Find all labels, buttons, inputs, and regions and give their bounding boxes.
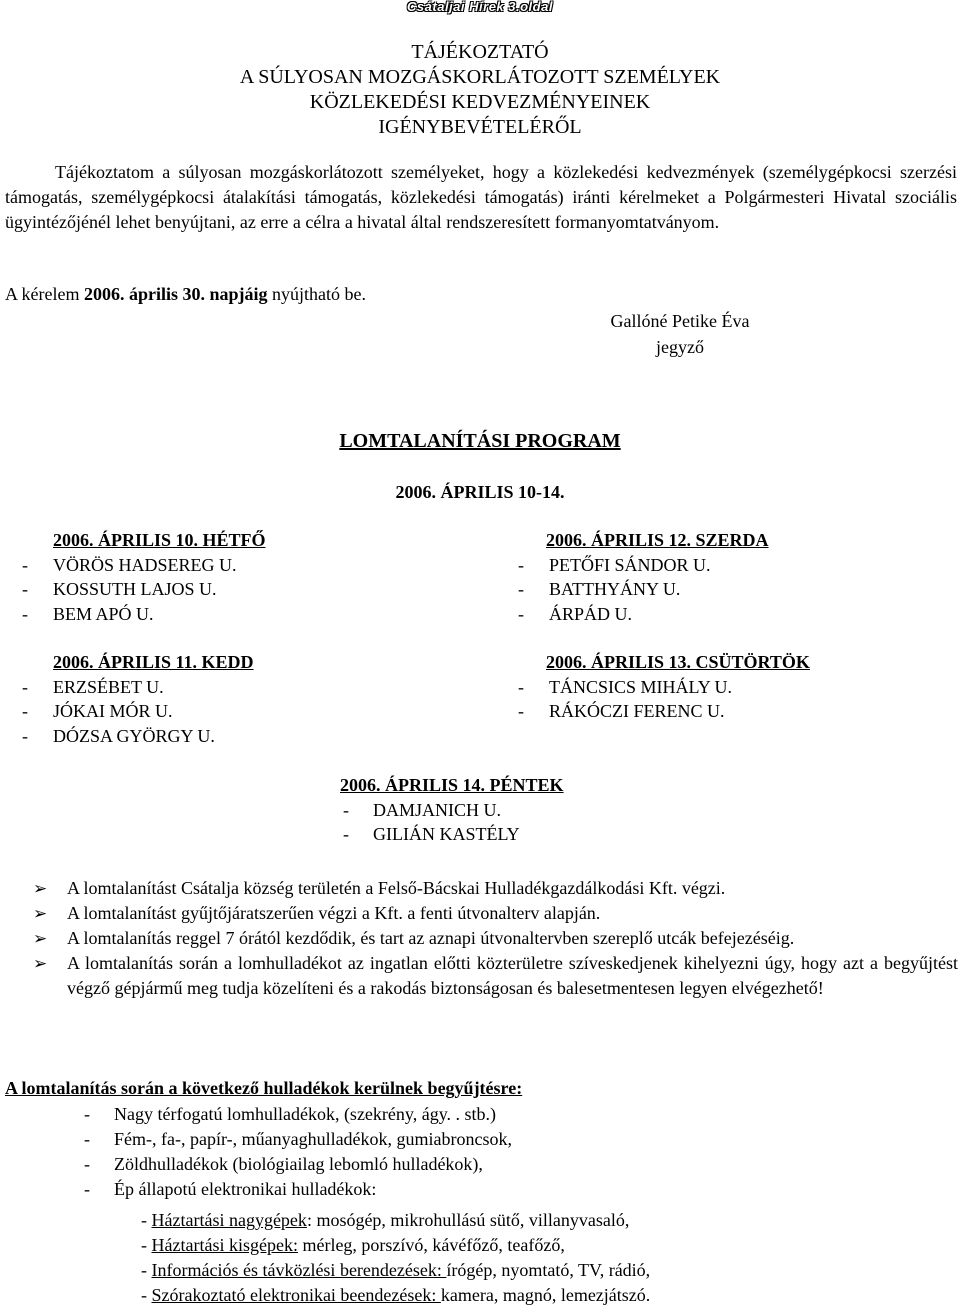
electronics-sublist xyxy=(141,1208,650,1308)
collection-item: - Ép állapotú elektronikai hulladékok: xyxy=(84,1179,377,1199)
signature-role: jegyző xyxy=(656,337,704,357)
street-item: - PETŐFI SÁNDOR U. xyxy=(518,554,711,575)
day-heading: 2006. ÁPRILIS 13. CSÜTÖRTÖK xyxy=(546,652,810,672)
electronics-item: - Háztartási kisgépek: mérleg, porszívó, kávéfőző, teafőző, xyxy=(141,1235,565,1255)
program-title: LOMTALANÍTÁSI PROGRAM xyxy=(339,430,621,452)
day-heading: 2006. ÁPRILIS 12. SZERDA xyxy=(546,530,769,550)
program-date-range: 2006. ÁPRILIS 10-14. xyxy=(395,482,565,502)
deadline-prefix: A kérelem xyxy=(5,284,84,304)
notice-title xyxy=(0,40,960,140)
street-item: - ERZSÉBET U. xyxy=(22,676,164,697)
street-item: - GILIÁN KASTÉLY xyxy=(343,824,520,844)
day-schedule-thursday xyxy=(516,650,810,724)
info-bullet: ➢ A lomtalanítást Csátalja község területén a Felső-Bácskai Hulladékgazdálkodási Kft. végzi. xyxy=(33,876,958,901)
signature-name: Gallóné Petike Éva xyxy=(610,311,750,331)
day-schedule-tuesday xyxy=(20,650,254,748)
arrow-bullet-icon: ➢ xyxy=(33,904,48,923)
arrow-bullet-icon: ➢ xyxy=(33,954,48,973)
notice-title-line: A SÚLYOSAN MOZGÁSKORLÁTOZOTT SZEMÉLYEK xyxy=(239,66,721,88)
day-schedule-friday xyxy=(340,773,564,847)
info-bullet: ➢ A lomtalanítás reggel 7 órától kezdődik, és tart az aznapi útvonaltervben szereplő utcák befejezéséig. xyxy=(33,926,958,951)
day-heading: 2006. ÁPRILIS 14. PÉNTEK xyxy=(340,775,564,795)
street-item: - JÓKAI MÓR U. xyxy=(22,701,173,721)
day-heading: 2006. ÁPRILIS 11. KEDD xyxy=(53,652,254,672)
signature xyxy=(560,308,800,360)
street-item: - RÁKÓCZI FERENC U. xyxy=(518,701,725,721)
street-item: - DÓZSA GYÖRGY U. xyxy=(22,725,215,746)
newsletter-header: Csátaljai Hírek 3.oldal xyxy=(407,0,553,14)
info-bullet: ➢ A lomtalanítást gyűjtőjáratszerűen végzi a Kft. a fenti útvonalterv alapján. xyxy=(33,901,958,926)
electronics-item: - Háztartási nagygépek: mosógép, mikrohullású sütő, villanyvasaló, xyxy=(141,1210,630,1230)
street-item: - BATTHYÁNY U. xyxy=(518,579,681,599)
info-bullet: ➢ A lomtalanítás során a lomhulladékot az ingatlan előtti közterületre szíveskedjenek kihelyezni úgy, hogy azt a begyűjtést végző gépjármű meg tudja közelíteni és a rakodás biztonságosan és balesetmentesen legyen elvégezhető! xyxy=(33,953,958,998)
collection-item: - Zöldhulladékok (biológiailag lebomló hulladékok), xyxy=(84,1154,483,1174)
collection-title: A lomtalanítás során a következő hulladékok kerülnek begyűjtésre: xyxy=(5,1078,523,1098)
arrow-bullet-icon: ➢ xyxy=(33,879,48,898)
deadline-date: 2006. április 30. napjáig xyxy=(83,284,268,304)
notice-title-line: IGÉNYBEVÉTELÉRŐL xyxy=(378,116,582,138)
notice-body xyxy=(5,160,957,235)
info-bullet-list xyxy=(33,876,958,1001)
electronics-item: - Információs és távközlési berendezések: írógép, nyomtató, TV, rádió, xyxy=(141,1260,651,1280)
collection-list xyxy=(84,1102,512,1202)
electronics-item: - Szórakoztató elektronikai beendezések: kamera, magnó, lemezjátszó. xyxy=(141,1285,651,1305)
deadline-suffix: nyújtható be. xyxy=(267,284,366,304)
day-heading: 2006. ÁPRILIS 10. HÉTFŐ xyxy=(53,530,266,550)
collection-item: - Nagy térfogatú lomhulladékok, (szekrény, ágy. . stb.) xyxy=(84,1104,497,1124)
street-item: - ÁRPÁD U. xyxy=(518,603,633,624)
deadline-line xyxy=(5,284,366,305)
collection-item: - Fém-, fa-, papír-, műanyaghulladékok, gumiabroncsok, xyxy=(84,1129,513,1149)
street-item: - KOSSUTH LAJOS U. xyxy=(22,579,217,599)
arrow-bullet-icon: ➢ xyxy=(33,929,48,948)
street-item: - TÁNCSICS MIHÁLY U. xyxy=(518,676,733,697)
street-item: - BEM APÓ U. xyxy=(22,603,154,624)
street-item: - DAMJANICH U. xyxy=(343,799,502,820)
notice-title-line: TÁJÉKOZTATÓ xyxy=(411,41,549,63)
day-schedule-wednesday xyxy=(516,528,769,626)
day-schedule-monday xyxy=(20,528,266,626)
notice-title-line: KÖZLEKEDÉSI KEDVEZMÉNYEINEK xyxy=(309,91,651,113)
notice-paragraph: Tájékoztatom a súlyosan mozgáskorlátozott személyeket, hogy a közlekedési kedvezmények (személygépkocsi szerzési támogatás, személygépkocsi átalakítási támogatás, közlekedési támogatás) iránti kérelmeket a Polgármesteri Hivatal szociális ügyintézőjénél lehet benyújtani, az erre a célra a hivatal által rendszeresített formanyomtatványom. xyxy=(5,162,957,232)
street-item: - VÖRÖS HADSEREG U. xyxy=(22,554,237,575)
